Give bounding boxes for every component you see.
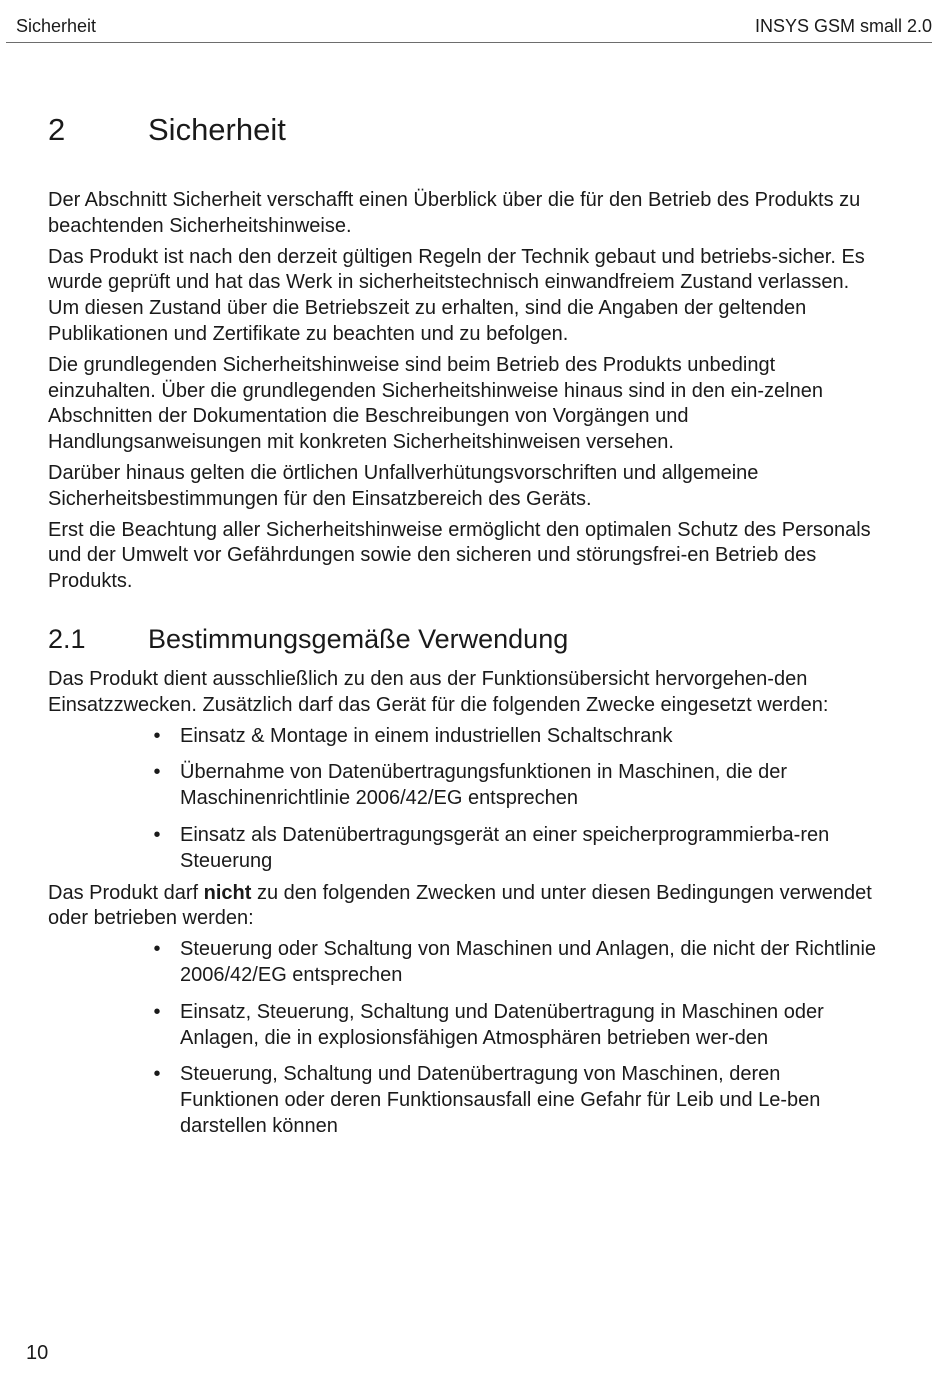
paragraph: Das Produkt ist nach den derzeit gültigen Regeln der Technik gebaut und betriebs-sicher. Es wurde geprüft und hat das Werk in sicherheitstechnisch einwandfreiem Zustand verlassen. Um diesen Zustand über die Betriebszeit zu erhalten, sind die Angaben der geltenden Publikationen und Zertifikate zu beachten und zu befolgen. — [48, 245, 865, 345]
bullet-icon: • — [153, 1000, 161, 1023]
section-heading — [48, 110, 878, 150]
page-content — [48, 110, 878, 1146]
page-number: 10 — [26, 1342, 49, 1364]
list-item: • Einsatz & Montage in einem industriellen Schaltschrank — [180, 724, 878, 750]
intro-paragraph: Das Produkt dient ausschließlich zu den aus der Funktionsübersicht hervorgehen-den Einsatzzwecken. Zusätzlich darf das Gerät für die folgenden Zwecke eingesetzt werden: — [48, 667, 829, 716]
list-item: • Steuerung oder Schaltung von Maschinen und Anlagen, die nicht der Richtlinie 2006/42/EG entsprechen — [180, 937, 878, 989]
emphasis-not: nicht — [203, 881, 252, 904]
subsection-number: 2.1 — [48, 623, 86, 654]
subsection-title: Bestimmungsgemäße Verwendung — [148, 623, 569, 654]
allowed-uses-list — [48, 724, 878, 875]
bullet-icon: • — [153, 938, 161, 961]
list-item: • Steuerung, Schaltung und Datenübertragung von Maschinen, deren Funktionen oder deren Funktionsausfall eine Gefahr für Leib und Le-ben darstellen können — [180, 1062, 878, 1139]
bullet-icon: • — [153, 823, 161, 846]
list-item: • Einsatz als Datenübertragungsgerät an einer speicherprogrammierba-ren Steuerung — [180, 823, 878, 875]
paragraph: Darüber hinaus gelten die örtlichen Unfallverhütungsvorschriften und allgemeine Sicherheitsbestimmungen für den Einsatzbereich des Geräts. — [48, 461, 759, 510]
bullet-icon: • — [153, 724, 161, 747]
running-header — [6, 14, 932, 43]
forbidden-uses-list — [48, 937, 878, 1140]
restriction-paragraph: Das Produkt darf nicht zu den folgenden Zwecken und unter diesen Bedingungen verwendet oder betrieben werden: — [48, 881, 872, 930]
paragraph: Die grundlegenden Sicherheitshinweise sind beim Betrieb des Produkts unbedingt einzuhalten. Über die grundlegenden Sicherheitshinweise hinaus sind in den ein-zelnen Abschnitten der Dokumentation die Beschreibungen von Vorgängen und Handlungsanweisungen mit konkreten Sicherheitshinweisen versehen. — [48, 353, 823, 454]
header-product-name: INSYS GSM small 2.0 — [754, 16, 932, 36]
paragraph: Erst die Beachtung aller Sicherheitshinweise ermöglicht den optimalen Schutz des Personals und der Umwelt vor Gefährdungen sowie den sicheren und störungsfrei-en Betrieb des Produkts. — [48, 518, 871, 593]
paragraph: Der Abschnitt Sicherheit verschafft einen Überblick über die für den Betrieb des Produkts zu beachtenden Sicherheitshinweise. — [48, 189, 861, 237]
section-title: Sicherheit — [148, 112, 286, 147]
section-number: 2 — [48, 112, 66, 147]
list-item: • Einsatz, Steuerung, Schaltung und Datenübertragung in Maschinen oder Anlagen, die in explosionsfähigen Atmosphären betrieben wer-den — [180, 1000, 878, 1052]
bullet-icon: • — [153, 761, 161, 784]
bullet-icon: • — [153, 1063, 161, 1086]
header-section-name: Sicherheit — [16, 16, 97, 36]
subsection-heading — [48, 621, 878, 657]
list-item: • Übernahme von Datenübertragungsfunktionen in Maschinen, die der Maschinenrichtlinie 2006/42/EG entsprechen — [180, 760, 878, 812]
